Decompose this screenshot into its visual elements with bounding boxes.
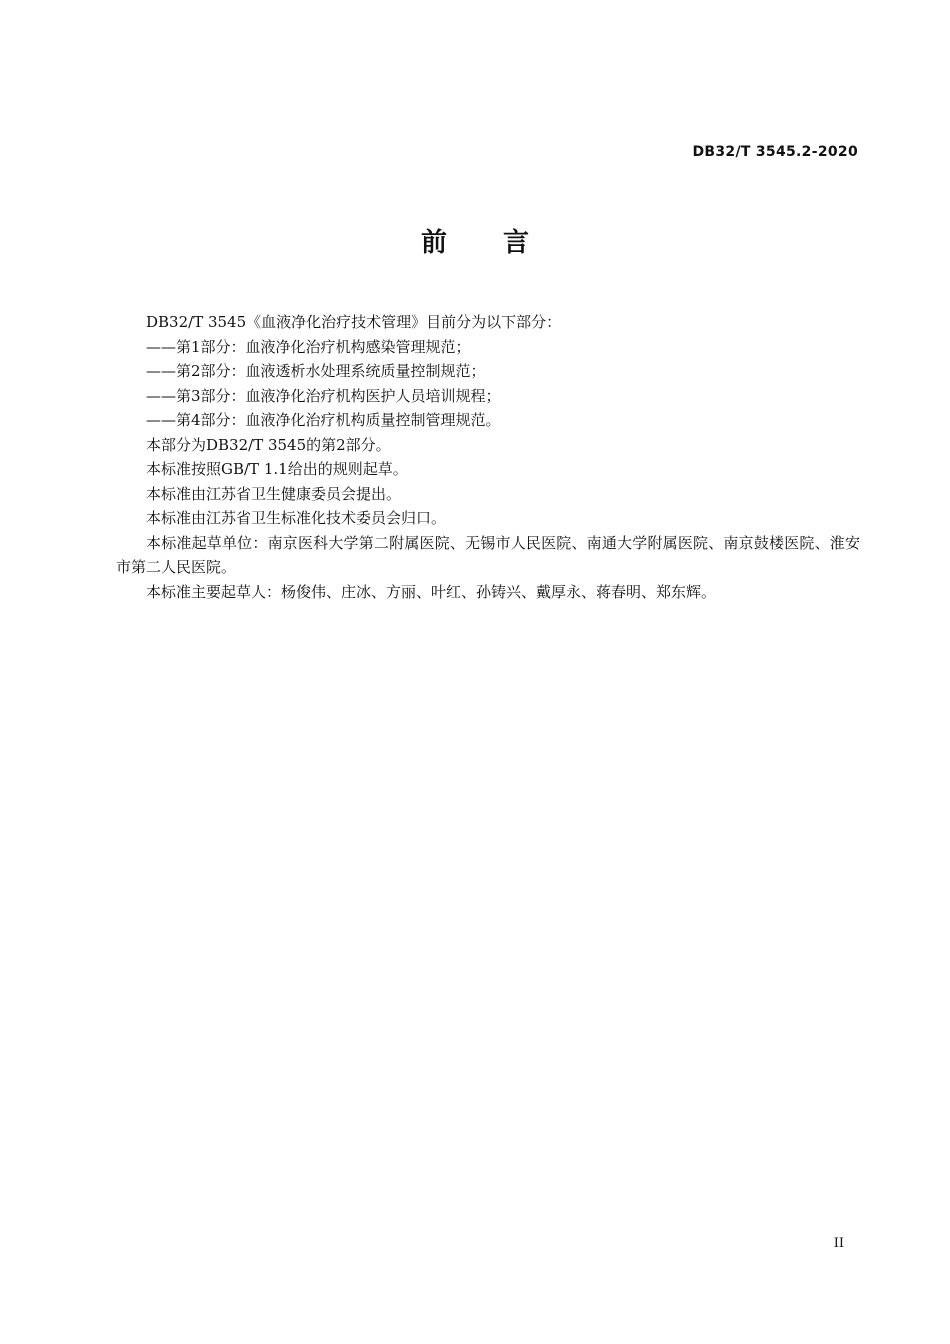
paragraph-drafters: 本标准主要起草人：杨俊伟、庄冰、方丽、叶红、孙铸兴、戴厚永、蒋春明、郑东辉。 [146, 582, 717, 601]
paragraph-part-3: ——第3部分：血液净化治疗机构医护人员培训规程； [146, 386, 501, 405]
paragraph-parts-intro: DB32/T 3545《血液净化治疗技术管理》目前分为以下部分： [146, 313, 562, 331]
foreword-body [116, 310, 860, 604]
paragraph-part-2: ——第2部分：血液透析水处理系统质量控制规范； [146, 362, 486, 380]
paragraph-part-1: ——第1部分：血液净化治疗机构感染管理规范； [146, 337, 471, 356]
page-title: 前言 [420, 228, 585, 258]
paragraph-proposed-by: 本标准由江苏省卫生健康委员会提出。 [146, 484, 402, 503]
document-code: DB32/T 3545.2-2020 [692, 144, 858, 160]
paragraph-this-part: 本部分为DB32/T 3545的第2部分。 [146, 435, 391, 454]
paragraph-part-4: ——第4部分：血液净化治疗机构质量控制管理规范。 [146, 411, 501, 429]
paragraph-drafting-units: 本标准起草单位：南京医科大学第二附属医院、无锡市人民医院、南通大学附属医院、南京鼓楼医院、淮安市第二人民医院。 [116, 533, 860, 576]
paragraph-drafting-rules: 本标准按照GB/T 1.1给出的规则起草。 [146, 460, 408, 478]
paragraph-managed-by: 本标准由江苏省卫生标准化技术委员会归口。 [146, 509, 447, 527]
page-number: II [833, 1236, 844, 1251]
